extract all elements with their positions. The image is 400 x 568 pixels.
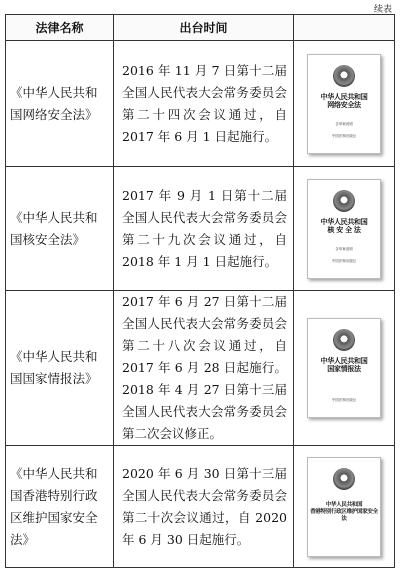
book-cover-subtitle: 含草案说明 (335, 246, 353, 251)
national-emblem-icon (333, 65, 355, 87)
law-name: 《中华人民共和国核安全法》 (6, 167, 114, 291)
law-issue-time: 2017 年 6 月 27 日第十二届全国人民代表大会常务委员会第二十八次会议通过，自 2017 年 6 月 28 日起施行。2018 年 4 月 27 日第十三届全国人民代表大会常务委员会第二次会议修正。 (114, 291, 294, 446)
law-issue-time: 2017 年 9 月 1 日第十二届全国人民代表大会常务委员会第二十九次会议通过，自 2018 年 1 月 1 日起施行。 (114, 167, 294, 291)
book-cover-image (307, 457, 381, 557)
header-cover (294, 15, 395, 41)
book-cover-title: 中华人民共和国 香港特别行政区维护国家安全法 (310, 501, 378, 522)
book-cover-publisher: 中国法制出版社 (331, 133, 357, 138)
book-cover-title: 中华人民共和国 国家情报法 (320, 357, 368, 373)
header-law-name: 法律名称 (6, 15, 114, 41)
book-cover-image (307, 318, 381, 418)
book-cover-publisher: 中国法制出版社 (331, 398, 357, 402)
table-row (6, 167, 395, 291)
book-cover-publisher: 中国法制出版社 (331, 258, 357, 263)
law-name: 《中华人民共和国国家情报法》 (6, 291, 114, 446)
book-cover-cell (294, 291, 395, 446)
book-cover-title: 中华人民共和国 核 安 全 法 (320, 217, 368, 234)
law-name: 《中华人民共和国香港特别行政区维护国家安全法》 (6, 446, 114, 568)
law-issue-time: 2020 年 6 月 30 日第十三届全国人民代表大会常务委员会第二十次会议通过，自 2020 年 6 月 30 日起施行。 (114, 446, 294, 568)
continued-label: 续表 (373, 5, 392, 15)
law-issue-time: 2016 年 11 月 7 日第十二届全国人民代表大会常务委员会第二十四次会议通过，自 2017 年 6 月 1 日起施行。 (114, 41, 294, 167)
table-row (6, 446, 395, 568)
law-name: 《中华人民共和国网络安全法》 (6, 41, 114, 167)
book-cover-cell (294, 167, 395, 291)
book-cover-image (307, 179, 381, 279)
book-cover-image (307, 54, 381, 154)
laws-table (5, 14, 395, 568)
book-cover-cell (294, 41, 395, 167)
book-cover-subtitle: 含草案说明 (335, 121, 353, 126)
national-emblem-icon (333, 329, 355, 351)
table-row (6, 41, 395, 167)
national-emblem-icon (333, 468, 355, 490)
table-header-row (6, 15, 395, 41)
national-emblem-icon (333, 190, 355, 212)
book-cover-cell (294, 446, 395, 568)
header-issue-time: 出台时间 (114, 15, 294, 41)
book-cover-title: 中华人民共和国 网络安全法 (320, 92, 368, 109)
table-row (6, 291, 395, 446)
